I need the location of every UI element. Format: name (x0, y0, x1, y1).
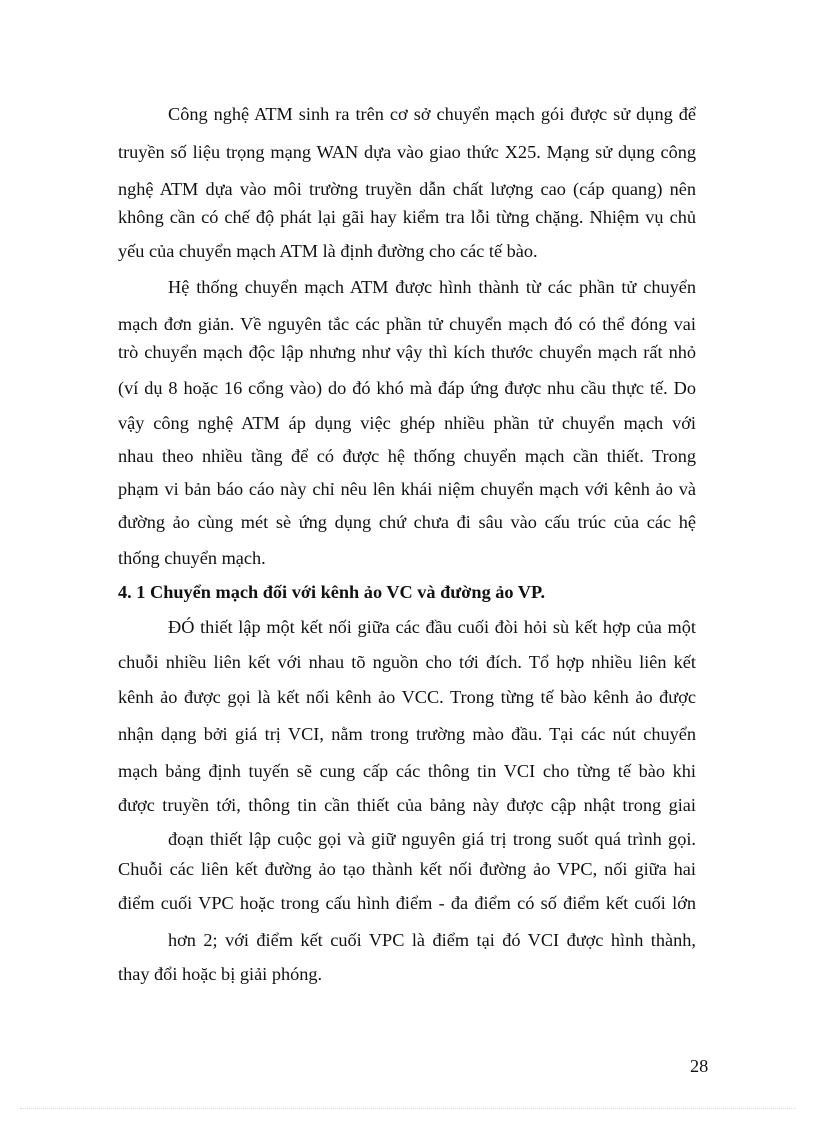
text-line: đường ảo cùng mét sè ứng dụng chứ chưa đi sâu vào cấu trúc của các hệ (118, 512, 696, 532)
text-line: vậy công nghệ ATM áp dụng việc ghép nhiều phần tử chuyển mạch với (118, 413, 696, 433)
text-line: mạch đơn giản. Về nguyên tắc các phần tử chuyển mạch đó có thể đóng vai (118, 314, 696, 334)
text-line: mạch bảng định tuyến sẽ cung cấp các thông tin VCI cho từng tế bào khi (118, 761, 696, 781)
text-line: Công nghệ ATM sinh ra trên cơ sở chuyển mạch gói được sử dụng để (168, 104, 696, 124)
section-heading: 4. 1 Chuyển mạch đối với kênh ảo VC và đường ảo VP. (118, 582, 546, 602)
text-line: thống chuyển mạch. (118, 548, 266, 568)
text-line: hơn 2; với điểm kết cuối VPC là điểm tại đó VCI được hình thành, (168, 930, 696, 950)
text-line: nhau theo nhiều tầng để có được hệ thống chuyển mạch cần thiết. Trong (118, 446, 696, 466)
text-line: phạm vi bản báo cáo này chỉ nêu lên khái niệm chuyển mạch với kênh ảo và (118, 479, 696, 499)
text-line: chuỗi nhiều liên kết với nhau tõ nguồn cho tới đích. Tổ hợp nhiều liên kết (118, 652, 696, 672)
text-line: kênh ảo được gọi là kết nối kênh ảo VCC. Trong từng tế bào kênh ảo được (118, 687, 696, 707)
text-line: nhận dạng bởi giá trị VCI, nằm trong trường mào đầu. Tại các nút chuyển (118, 724, 696, 744)
text-line: ĐÓ thiết lập một kết nối giữa các đầu cuối đòi hỏi sù kết hợp của một (168, 617, 696, 637)
text-line: được truyền tới, thông tin cần thiết của bảng này được cập nhật trong giai (118, 795, 696, 815)
text-line: truyền số liệu trọng mạng WAN dựa vào giao thức X25. Mạng sử dụng công (118, 142, 696, 162)
footer-divider (20, 1108, 796, 1109)
text-line: (ví dụ 8 hoặc 16 cổng vào) do đó khó mà đáp ứng được nhu cầu thực tế. Do (118, 378, 696, 398)
page-number: 28 (690, 1056, 709, 1076)
text-line: Chuỗi các liên kết đường ảo tạo thành kết nối đường ảo VPC, nối giữa hai (118, 859, 696, 879)
text-line: đoạn thiết lập cuộc gọi và giữ nguyên giá trị trong suốt quá trình gọi. (168, 829, 696, 849)
text-line: trò chuyển mạch độc lập nhưng như vậy thì kích thước chuyển mạch rất nhỏ (118, 342, 696, 362)
text-line: không cần có chế độ phát lại gãi hay kiểm tra lỗi từng chặng. Nhiệm vụ chủ (118, 207, 696, 227)
text-line: Hệ thống chuyển mạch ATM được hình thành từ các phần tử chuyển (168, 277, 696, 297)
text-line: yếu của chuyển mạch ATM là định đường cho các tế bào. (118, 241, 538, 261)
text-line: điểm cuối VPC hoặc trong cấu hình điểm - đa điểm có số điểm kết cuối lớn (118, 893, 696, 913)
text-line: thay đổi hoặc bị giải phóng. (118, 964, 323, 984)
text-line: nghệ ATM dựa vào môi trường truyền dẫn chất lượng cao (cáp quang) nên (118, 179, 696, 199)
